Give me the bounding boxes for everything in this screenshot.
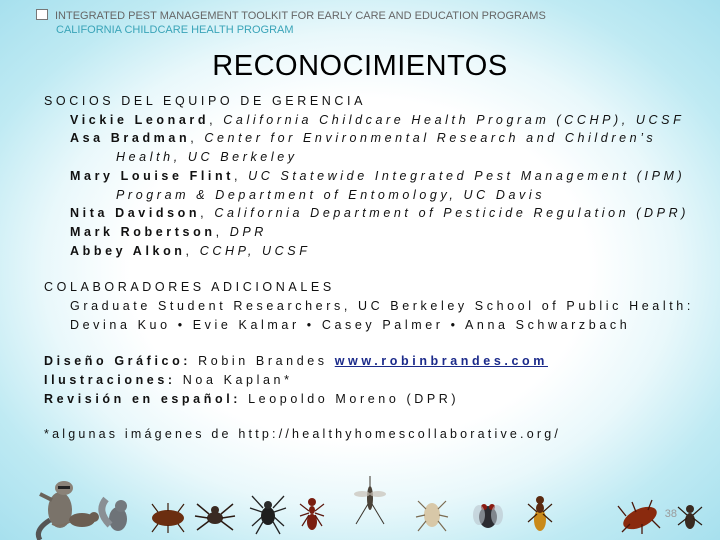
member-affiliation: California Childcare Health Program (CCHP), UCSF [223,112,685,127]
contributors-line-1: Graduate Student Researchers, UC Berkeley School of Public Health: [70,299,694,314]
header-line-2: CALIFORNIA CHILDCARE HEALTH PROGRAM [56,24,294,36]
toolkit-title: INTEGRATED PEST MANAGEMENT TOOLKIT FOR EARLY CARE AND EDUCATION PROGRAMS [55,10,546,22]
member-affiliation: California Department of Pesticide Regulation (DPR) [214,206,690,221]
page-number: 38 [664,508,677,520]
flea-icon [416,501,448,531]
raccoon-icon [38,481,73,540]
illustrator-name: Noa Kaplan* [182,373,293,388]
member-affiliation: DPR [229,224,267,239]
member-row: Mark Robertson, DPR [70,224,267,239]
section-gap [44,260,684,278]
member-name: Nita Davidson [70,206,201,221]
member-affiliation-cont [44,186,684,205]
spider-icon [195,504,235,530]
member-name: Abbey Alkon [70,243,186,258]
checkbox-bullet-icon [36,9,48,20]
member-row: Vickie Leonard, California Childcare Health Program (CCHP), UCSF [70,112,685,127]
member-name: Mark Robertson [70,224,216,239]
acknowledgements-body [44,92,694,443]
member-row: Asa Bradman, Center for Environmental Research and Children’s [70,131,657,146]
illustrations-credit [44,371,684,390]
reviewer-name: Leopoldo Moreno (DPR) [248,391,460,406]
beetle-icon [618,500,660,534]
header [36,9,546,37]
member-affiliation-cont [44,148,684,167]
ant-icon [678,505,702,529]
wasp-icon [528,496,552,531]
member-row: Mary Louise Flint, UC Statewide Integrated Pest Management (IPM) [70,168,686,183]
member-name: Asa Bradman [70,131,191,146]
member-row: Abbey Alkon, CCHP, UCSF [70,243,311,258]
cockroach-icon [152,503,184,533]
illustrations-label: Ilustraciones: [44,373,176,388]
mosquito-icon [354,476,386,524]
pest-illustration-strip [0,460,720,540]
image-source-footnote: *algunas imágenes de http://healthyhomescollaborative.org/ [44,426,562,441]
designer-name: Robin Brandes [198,354,328,369]
design-credit [44,352,684,371]
affiliation-continuation: Health, UC Berkeley [116,150,298,165]
spider-icon [250,496,286,534]
review-label: Revisión en español: [44,391,242,406]
page-title: RECONOCIMIENTOS [212,50,508,82]
contributors-heading: COLABORADORES ADICIONALES [44,280,335,295]
squirrel-icon [102,499,127,531]
member-affiliation: Center for Environmental Research and Children’s [204,131,657,146]
header-line-1 [36,9,546,23]
design-label: Diseño Gráfico: [44,354,192,369]
fly-icon [473,504,503,528]
review-credit [44,390,684,409]
steering-heading: SOCIOS DEL EQUIPO DE GERENCIA [44,94,367,108]
contributors-line-2: Devina Kuo • Evie Kalmar • Casey Palmer • Anna Schwarzbach [70,317,631,332]
member-affiliation: UC Statewide Integrated Pest Management (IPM) [248,168,686,183]
ant-icon [300,498,324,530]
designer-website-link[interactable]: www.robinbrandes.com [334,354,548,369]
member-name: Vickie Leonard [70,112,210,127]
member-row: Nita Davidson, California Department of Pesticide Regulation (DPR) [70,206,690,221]
member-affiliation: CCHP, UCSF [199,243,311,258]
section-gap [44,409,684,425]
member-name: Mary Louise Flint [70,168,234,183]
affiliation-continuation: Program & Department of Entomology, UC Davis [116,187,546,202]
section-gap [44,334,684,352]
